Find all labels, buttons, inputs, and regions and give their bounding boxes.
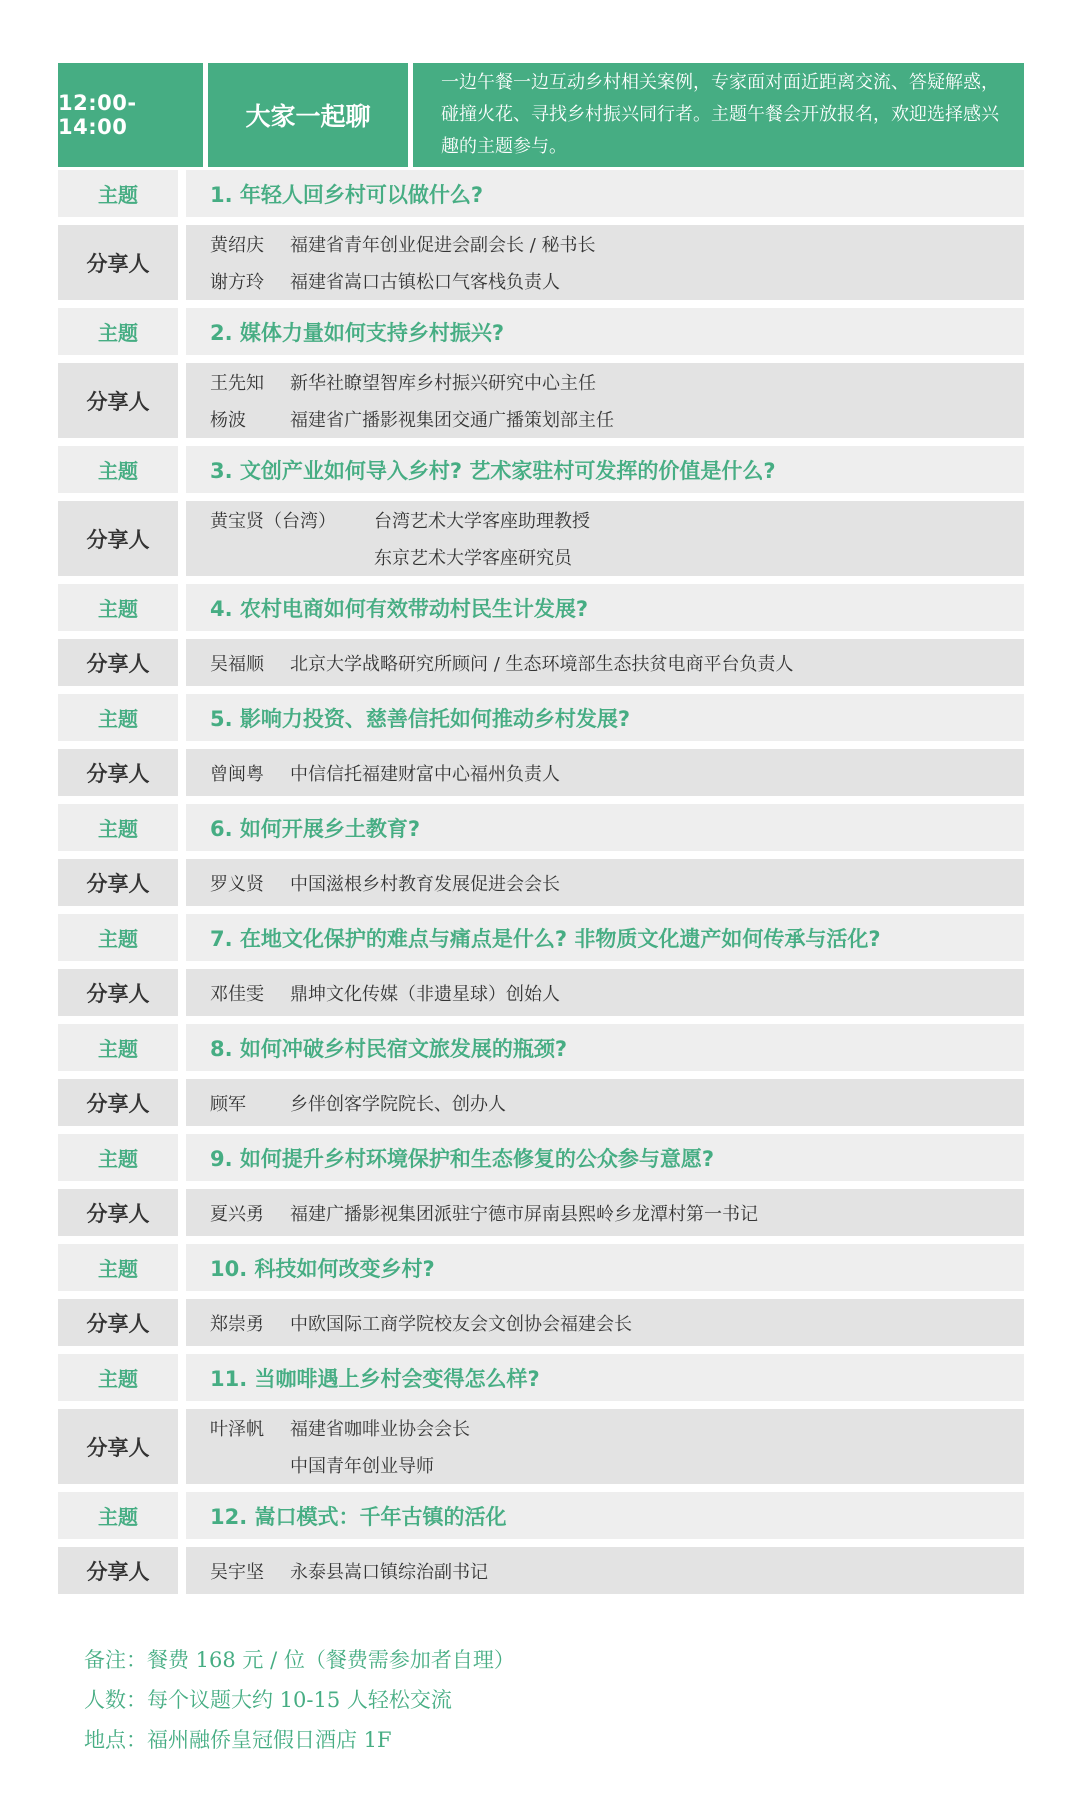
speaker-entry xyxy=(210,974,1024,1012)
speaker-name: 王先知 xyxy=(210,372,264,394)
topic-label: 主题 xyxy=(58,170,178,217)
topic-label: 主题 xyxy=(58,804,178,851)
speaker-role: 中信信托福建财富中心福州负责人 xyxy=(290,763,560,785)
note-fee: 备注：餐费 168 元 / 位（餐费需参加者自理） xyxy=(84,1648,515,1672)
speaker-label: 分享人 xyxy=(58,749,178,796)
speaker-label: 分享人 xyxy=(58,363,178,438)
speaker-row xyxy=(58,1547,1024,1594)
topic-title: 8. 如何冲破乡村民宿文旅发展的瓶颈? xyxy=(186,1024,1024,1071)
speaker-list xyxy=(186,969,1024,1016)
topic-label: 主题 xyxy=(58,446,178,493)
speaker-name: 邓佳雯 xyxy=(210,983,264,1005)
speaker-name: 吴宇坚 xyxy=(210,1561,264,1583)
topic-row xyxy=(58,1244,1024,1291)
speaker-name: 杨波 xyxy=(210,410,246,432)
speaker-list xyxy=(186,749,1024,796)
notes xyxy=(84,1640,515,1760)
speaker-row xyxy=(58,501,1024,576)
speaker-label: 分享人 xyxy=(58,639,178,686)
topic-title: 3. 文创产业如何导入乡村? 艺术家驻村可发挥的价值是什么? xyxy=(186,446,1024,493)
speaker-list xyxy=(186,1079,1024,1126)
speaker-label: 分享人 xyxy=(58,1299,178,1346)
speaker-role: 中欧国际工商学院校友会文创协会福建会长 xyxy=(290,1313,632,1335)
speaker-entry xyxy=(210,225,1024,263)
speaker-role: 北京大学战略研究所顾问 / 生态环境部生态扶贫电商平台负责人 xyxy=(290,653,794,675)
topic-title: 11. 当咖啡遇上乡村会变得怎么样? xyxy=(186,1354,1024,1401)
speaker-role: 中国滋根乡村教育发展促进会会长 xyxy=(290,873,560,895)
speaker-entry xyxy=(210,1194,1024,1232)
speaker-entry xyxy=(210,1409,1024,1447)
speaker-row xyxy=(58,749,1024,796)
speaker-role: 中国青年创业导师 xyxy=(290,1456,434,1478)
speaker-label: 分享人 xyxy=(58,1079,178,1126)
topic-title: 1. 年轻人回乡村可以做什么? xyxy=(186,170,1024,217)
speaker-role: 福建省广播影视集团交通广播策划部主任 xyxy=(290,410,614,432)
topic-title: 4. 农村电商如何有效带动村民生计发展? xyxy=(186,584,1024,631)
topic-label: 主题 xyxy=(58,1492,178,1539)
topic-row xyxy=(58,446,1024,493)
topic-row xyxy=(58,804,1024,851)
speaker-row xyxy=(58,639,1024,686)
note-location: 地点：福州融侨皇冠假日酒店 1F xyxy=(84,1728,392,1752)
topic-title: 12. 嵩口模式：千年古镇的活化 xyxy=(186,1492,1024,1539)
speaker-row xyxy=(58,1189,1024,1236)
speaker-entry xyxy=(210,1552,1024,1590)
speaker-label: 分享人 xyxy=(58,969,178,1016)
speaker-label: 分享人 xyxy=(58,1189,178,1236)
speaker-row xyxy=(58,363,1024,438)
speaker-list xyxy=(186,1547,1024,1594)
topic-label: 主题 xyxy=(58,914,178,961)
speaker-entry xyxy=(210,263,1024,301)
topic-label: 主题 xyxy=(58,1244,178,1291)
topic-label: 主题 xyxy=(58,1354,178,1401)
topic-title: 7. 在地文化保护的难点与痛点是什么? 非物质文化遗产如何传承与活化? xyxy=(186,914,1024,961)
speaker-role: 台湾艺术大学客座助理教授 xyxy=(374,510,590,532)
topic-label: 主题 xyxy=(58,584,178,631)
session-title: 大家一起聊 xyxy=(208,63,408,167)
topic-row xyxy=(58,1024,1024,1071)
topic-row xyxy=(58,694,1024,741)
speaker-entry xyxy=(210,401,1024,439)
note-capacity: 人数：每个议题大约 10-15 人轻松交流 xyxy=(84,1688,452,1712)
speaker-row xyxy=(58,859,1024,906)
speaker-entry xyxy=(210,754,1024,792)
speaker-label: 分享人 xyxy=(58,1409,178,1484)
topic-title: 2. 媒体力量如何支持乡村振兴? xyxy=(186,308,1024,355)
speaker-role: 乡伴创客学院院长、创办人 xyxy=(290,1093,506,1115)
topic-title: 5. 影响力投资、慈善信托如何推动乡村发展? xyxy=(186,694,1024,741)
speaker-name: 曾闽粤 xyxy=(210,763,264,785)
session-description: 一边午餐一边互动乡村相关案例，专家面对面近距离交流、答疑解惑，碰撞火花、寻找乡村振兴同行者。主题午餐会开放报名，欢迎选择感兴趣的主题参与。 xyxy=(413,63,1024,167)
agenda-header xyxy=(58,63,1024,167)
speaker-role: 福建广播影视集团派驻宁德市屏南县熙岭乡龙潭村第一书记 xyxy=(290,1203,758,1225)
speaker-list xyxy=(186,859,1024,906)
speaker-role: 新华社瞭望智库乡村振兴研究中心主任 xyxy=(290,372,596,394)
speaker-row xyxy=(58,225,1024,300)
speaker-role: 永泰县嵩口镇综治副书记 xyxy=(290,1561,488,1583)
speaker-name: 夏兴勇 xyxy=(210,1203,264,1225)
topic-row xyxy=(58,170,1024,217)
speaker-row xyxy=(58,1299,1024,1346)
speaker-list xyxy=(186,225,1024,300)
agenda-table xyxy=(58,170,1024,1602)
topic-row xyxy=(58,1134,1024,1181)
speaker-label: 分享人 xyxy=(58,1547,178,1594)
speaker-list xyxy=(186,1189,1024,1236)
speaker-entry xyxy=(210,1304,1024,1342)
speaker-role: 鼎坤文化传媒（非遗星球）创始人 xyxy=(290,983,560,1005)
speaker-label: 分享人 xyxy=(58,225,178,300)
topic-row xyxy=(58,914,1024,961)
speaker-list xyxy=(186,1299,1024,1346)
topic-label: 主题 xyxy=(58,308,178,355)
speaker-row xyxy=(58,1079,1024,1126)
speaker-list xyxy=(186,1409,1024,1484)
speaker-entry xyxy=(210,1447,1024,1485)
topic-title: 10. 科技如何改变乡村? xyxy=(186,1244,1024,1291)
speaker-name: 吴福顺 xyxy=(210,653,264,675)
topic-row xyxy=(58,1492,1024,1539)
session-time: 12:00-14:00 xyxy=(58,63,203,167)
speaker-entry xyxy=(210,644,1024,682)
speaker-list xyxy=(186,639,1024,686)
speaker-name: 罗义贤 xyxy=(210,873,264,895)
speaker-name: 郑崇勇 xyxy=(210,1313,264,1335)
speaker-list xyxy=(186,501,1024,576)
speaker-entry xyxy=(210,363,1024,401)
topic-label: 主题 xyxy=(58,1024,178,1071)
speaker-name: 黄绍庆 xyxy=(210,234,264,256)
speaker-role: 东京艺术大学客座研究员 xyxy=(374,548,572,570)
speaker-entry xyxy=(210,864,1024,902)
speaker-label: 分享人 xyxy=(58,501,178,576)
speaker-entry xyxy=(210,501,1024,539)
topic-row xyxy=(58,584,1024,631)
speaker-row xyxy=(58,969,1024,1016)
speaker-name: 黄宝贤（台湾） xyxy=(210,510,336,532)
speaker-entry xyxy=(210,1084,1024,1122)
topic-title: 6. 如何开展乡土教育? xyxy=(186,804,1024,851)
topic-row xyxy=(58,1354,1024,1401)
speaker-row xyxy=(58,1409,1024,1484)
speaker-role: 福建省青年创业促进会副会长 / 秘书长 xyxy=(290,234,596,256)
topic-row xyxy=(58,308,1024,355)
speaker-role: 福建省嵩口古镇松口气客栈负责人 xyxy=(290,272,560,294)
speaker-name: 顾军 xyxy=(210,1093,246,1115)
topic-label: 主题 xyxy=(58,694,178,741)
speaker-label: 分享人 xyxy=(58,859,178,906)
speaker-entry xyxy=(210,539,1024,577)
topic-label: 主题 xyxy=(58,1134,178,1181)
speaker-name: 叶泽帆 xyxy=(210,1418,264,1440)
speaker-list xyxy=(186,363,1024,438)
topic-title: 9. 如何提升乡村环境保护和生态修复的公众参与意愿? xyxy=(186,1134,1024,1181)
speaker-name: 谢方玲 xyxy=(210,272,264,294)
speaker-role: 福建省咖啡业协会会长 xyxy=(290,1418,470,1440)
